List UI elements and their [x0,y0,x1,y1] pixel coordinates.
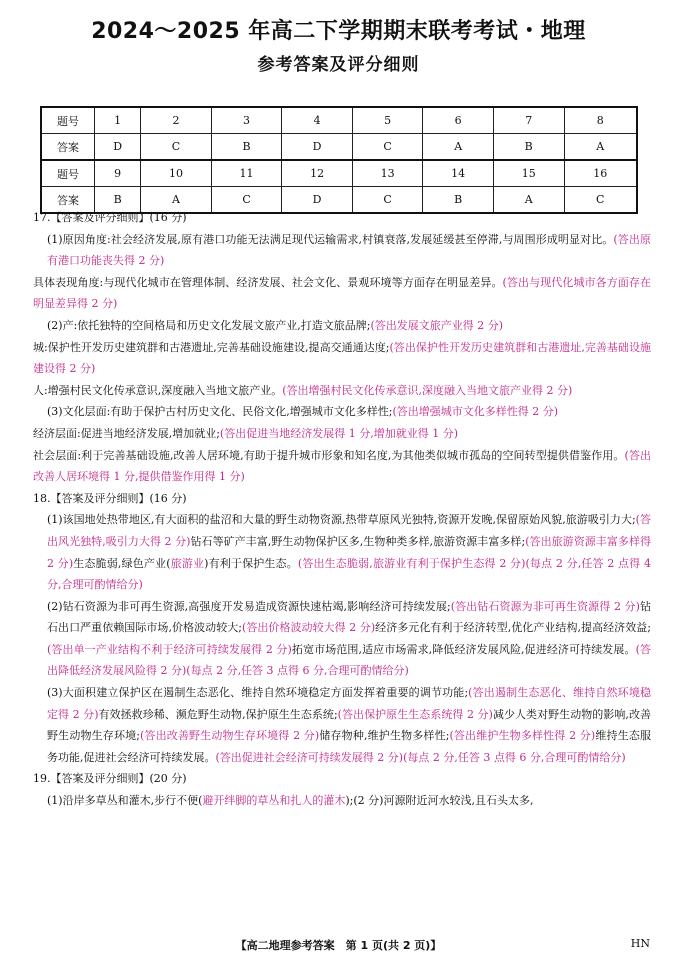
scoring-note: (答出价格波动较大得 2 分) [241,621,376,635]
answer-table [40,106,638,214]
table-row [41,134,637,161]
answer-text: )有利于保护生态。 [204,556,298,570]
scoring-note: (答出增强城市文化多样性得 2 分) [392,405,559,419]
answer-text: (1)该国地处热带地区,有大面积的盐沼和大量的野生动物资源,热带草原风光独特,资源开发晚,保留原始风貌,旅游吸引力大; [47,513,636,527]
q17-para [33,445,651,488]
scoring-note: (答出生态脆弱,旅游业有利于保护生态得 2 分)(每点 2 分,任答 2 点得 4 分,合理可酌情给分) [47,556,651,592]
q19-para [33,790,651,812]
answer-cell: B [493,134,564,161]
question-number: 10 [141,160,212,187]
scoring-note: 旅游业 [170,556,205,570]
scoring-note: (答出发展文旅产业得 2 分) [370,318,504,332]
answer-text: (1)原因角度:社会经济发展,原有港口功能无法满足现代运输需求,村镇衰落,发展延缓甚至停滞,与周围形成明显对比。 [47,232,614,246]
question-number: 7 [493,107,564,134]
scoring-note: (答出风光独特,吸引力大得 2 分) [47,513,651,548]
q17-para [33,315,651,337]
answer-text: 钻石等矿产丰富,野生动物保护区多,生物种类多样,旅游资源丰富多样; [190,534,526,548]
scoring-note: (答出旅游资源丰富多样得 2 分) [47,534,651,570]
q17-para [33,380,651,402]
question-number: 14 [423,160,494,187]
scoring-note: (答出维护生物多样性得 2 分) [449,729,596,743]
question-number: 4 [282,107,353,134]
answer-text: 城:保护性开发历史建筑群和古港遗址,完善基础设施建设,提高交通通达度; [33,340,390,354]
answer-content [33,207,651,812]
question-number: 1 [95,107,141,134]
answer-cell: B [95,187,141,214]
scoring-note: (答出保护性开发历史建筑群和古港遗址,完善基础设施建设得 2 分) [33,340,651,376]
answer-cell: C [564,187,637,214]
question-number: 5 [352,107,423,134]
header-label: 题号 [41,160,95,187]
scoring-note: (答出促进社会经济可持续发展得 2 分)(每点 2 分,任答 3 点得 6 分,合理可酌情给分) [215,750,626,764]
scoring-note: (答出与现代化城市各方面存在明显差异得 2 分) [33,275,651,311]
question-number: 8 [564,107,637,134]
scoring-note: 避开绊脚的草丛和扎人的灌木 [202,794,346,808]
answer-text: 具体表现角度:与现代化城市在管理体制、经济发展、社会文化、景观环境等方面存在明显差异。 [33,275,503,289]
question-number: 15 [493,160,564,187]
answer-text: 经济层面:促进当地经济发展,增加就业; [33,426,220,440]
answer-text: (2)产:依托独特的空间格局和历史文化发展文旅产业,打造文旅品牌; [47,318,371,332]
answer-text: 钻石出口严重依赖国际市场,价格波动较大; [47,599,652,635]
answer-cell: B [211,134,282,161]
page-subtitle: 参考答案及评分细则 [257,55,420,75]
question-number: 12 [282,160,353,187]
scoring-note: (答出改善野生动物生存环境得 2 分) [139,729,320,743]
answer-cell: A [423,134,494,161]
answer-label: 答案 [41,187,95,214]
scoring-note: (答出单一产业结构不利于经济可持续发展得 2 分) [47,642,292,656]
q17-para [33,229,651,272]
question-number: 2 [141,107,212,134]
q17-para [33,337,651,380]
q18-para [33,682,651,768]
answer-text: 经济多元化有利于经济转型,优化产业结构,提高经济效益; [375,621,651,635]
answer-cell: A [564,134,637,161]
answer-cell: C [352,134,423,161]
table-row [41,107,637,134]
scoring-note: (答出保护原生生态系统得 2 分) [337,707,493,721]
page-footer: 【高二地理参考答案 第 1 页(共 2 页)】 [235,939,442,952]
answer-text: 生态脆弱,绿色产业( [73,556,171,570]
q17-para [33,423,651,445]
question-number: 11 [211,160,282,187]
answer-text: (3)文化层面:有助于保护古村历史文化、民俗文化,增强城市文化多样性; [47,405,393,419]
question-19-heading: 19.【答案及评分细则】(20 分) [33,772,187,786]
answer-text: (1)沿岸多草丛和灌木,步行不便( [47,794,203,808]
answer-cell: C [141,134,212,161]
answer-text: 维持生态服务功能,促进社会经济可持续发展。 [47,729,652,764]
scoring-note: (答出促进当地经济发展得 1 分,增加就业得 1 分) [219,426,458,440]
question-17-heading: 17.【答案及评分细则】(16 分) [33,211,187,224]
answer-cell: D [282,187,353,214]
answer-text: 储存物种,维护生物多样性; [319,729,450,743]
answer-text: (2)钻石资源为非可再生资源,高强度开发易造成资源快速枯竭,影响经济可持续发展; [47,599,451,613]
answer-cell: B [423,187,494,214]
answer-text: 社会层面:利于完善基础设施,改善人居环境,有助于提升城市形象和知名度,为其他类似城市孤岛的空间转型提供借鉴作用。 [33,448,625,462]
answer-cell: A [493,187,564,214]
answer-label: 答案 [41,134,95,161]
scoring-note: (答出原有港口功能丧失得 2 分) [47,232,651,268]
answer-cell: D [95,134,141,161]
scoring-note: (答出钻石资源为非可再生资源得 2 分) [450,599,640,613]
table-row [41,160,637,187]
scoring-note: (答出降低经济发展风险得 2 分)(每点 2 分,任答 3 点得 6 分,合理可酌情给分) [47,642,651,678]
answer-text: 拓宽市场范围,适应市场需求,降低经济发展风险,促进经济可持续发展。 [291,642,636,656]
scoring-note: (答出遏制生态恶化、维持自然环境稳定得 2 分) [47,686,651,721]
answer-text: );(2 分)河源附近河水较浅,且石头太多, [345,794,534,808]
question-number: 6 [423,107,494,134]
q17-para [33,272,651,315]
answer-text: 有效拯救珍稀、濒危野生动物,保护原生生态系统; [98,707,338,721]
q18-para [33,509,651,595]
q17-para [33,401,651,423]
scoring-note: (答出增强村民文化传承意识,深度融入当地文旅产业得 2 分) [282,383,573,397]
page-title: 2024～2025 年高二下学期期末联考考试・地理 [91,19,586,44]
question-number: 13 [352,160,423,187]
answer-text: 人:增强村民文化传承意识,深度融入当地文旅产业。 [33,383,283,397]
answer-text: 减少人类对野生动物的影响,改善野生动物生存环境; [47,707,651,743]
region-code: HN [630,937,650,950]
answer-cell: D [282,134,353,161]
header-label: 题号 [41,107,95,134]
answer-cell: C [211,187,282,214]
answer-text: (3)大面积建立保护区在遏制生态恶化、维持自然环境稳定方面发挥着重要的调节功能; [47,686,469,700]
question-number: 9 [95,160,141,187]
answer-cell: A [141,187,212,214]
question-number: 16 [564,160,637,187]
question-18-heading: 18.【答案及评分细则】(16 分) [33,491,187,505]
scoring-note: (答出改善人居环境得 1 分,提供借鉴作用得 1 分) [33,448,651,484]
question-number: 3 [211,107,282,134]
q18-para [33,596,651,682]
answer-cell: C [352,187,423,214]
